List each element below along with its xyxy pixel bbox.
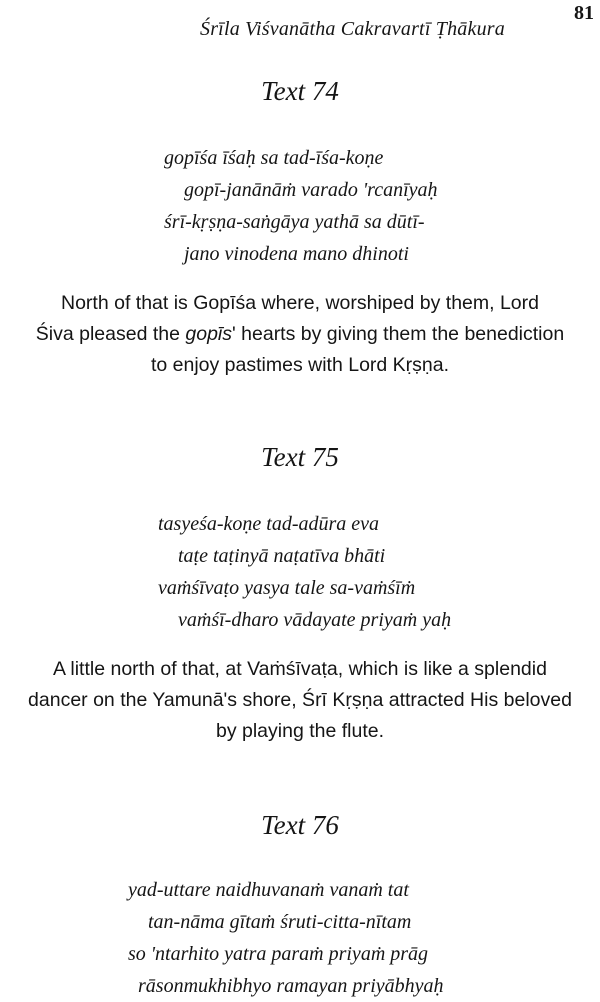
verse-line: gopī-janānāṁ varado 'rcanīyaḥ (184, 179, 438, 201)
verse-line: taṭe taṭinyā naṭatīva bhāti (178, 545, 386, 567)
translation-line: A little north of that, at Vaṁśīvaṭa, which is like a splendid (53, 658, 547, 680)
translation-line: North of that is Gopīśa where, worshiped by them, Lord (61, 292, 539, 314)
verse-line: vaṁśī-dharo vādayate priyaṁ yaḥ (178, 609, 452, 631)
translation-line: to enjoy pastimes with Lord Kṛṣṇa. (150, 354, 450, 376)
translation-fragment: Śiva pleased the (35, 323, 186, 345)
translation-line (0, 319, 600, 350)
running-header: Śrīla Viśvanātha Cakravartī Ṭhākura (200, 18, 505, 40)
verse-line: śrī-kṛṣṇa-saṅgāya yathā sa dūtī- (164, 211, 425, 233)
translation-fragment: ' hearts by giving them the benediction (232, 323, 565, 345)
verse-line: jano vinodena mano dhinoti (184, 243, 409, 265)
verse-line: tan-nāma gītaṁ śruti-citta-nītam (148, 911, 412, 933)
verse-line: yad-uttare naidhuvanaṁ vanaṁ tat (128, 879, 409, 901)
text-75-translation (0, 654, 600, 747)
page-number: 81 (574, 2, 594, 24)
text-75-verse (158, 508, 451, 636)
verse-line: tasyeśa-koṇe tad-adūra eva (158, 513, 380, 535)
verse-line: so 'ntarhito yatra paraṁ priyaṁ prāg (128, 943, 429, 965)
text-74-verse (164, 142, 438, 270)
translation-italic-term: gopīs (185, 323, 233, 345)
text-74-heading: Text 74 (261, 76, 339, 106)
verse-line: gopīśa īśaḥ sa tad-īśa-koṇe (164, 147, 384, 169)
text-75-heading: Text 75 (261, 442, 339, 472)
text-76-verse (128, 874, 444, 1002)
translation-line: by playing the flute. (215, 720, 385, 742)
verse-line: rāsonmukhibhyo ramayan priyābhyaḥ (138, 975, 444, 997)
text-74-translation (0, 288, 600, 381)
text-76-heading: Text 76 (261, 810, 339, 840)
translation-line: dancer on the Yamunā's shore, Śrī Kṛṣṇa attracted His beloved (28, 689, 572, 711)
verse-line: vaṁśīvaṭo yasya tale sa-vaṁśīṁ (158, 577, 416, 599)
